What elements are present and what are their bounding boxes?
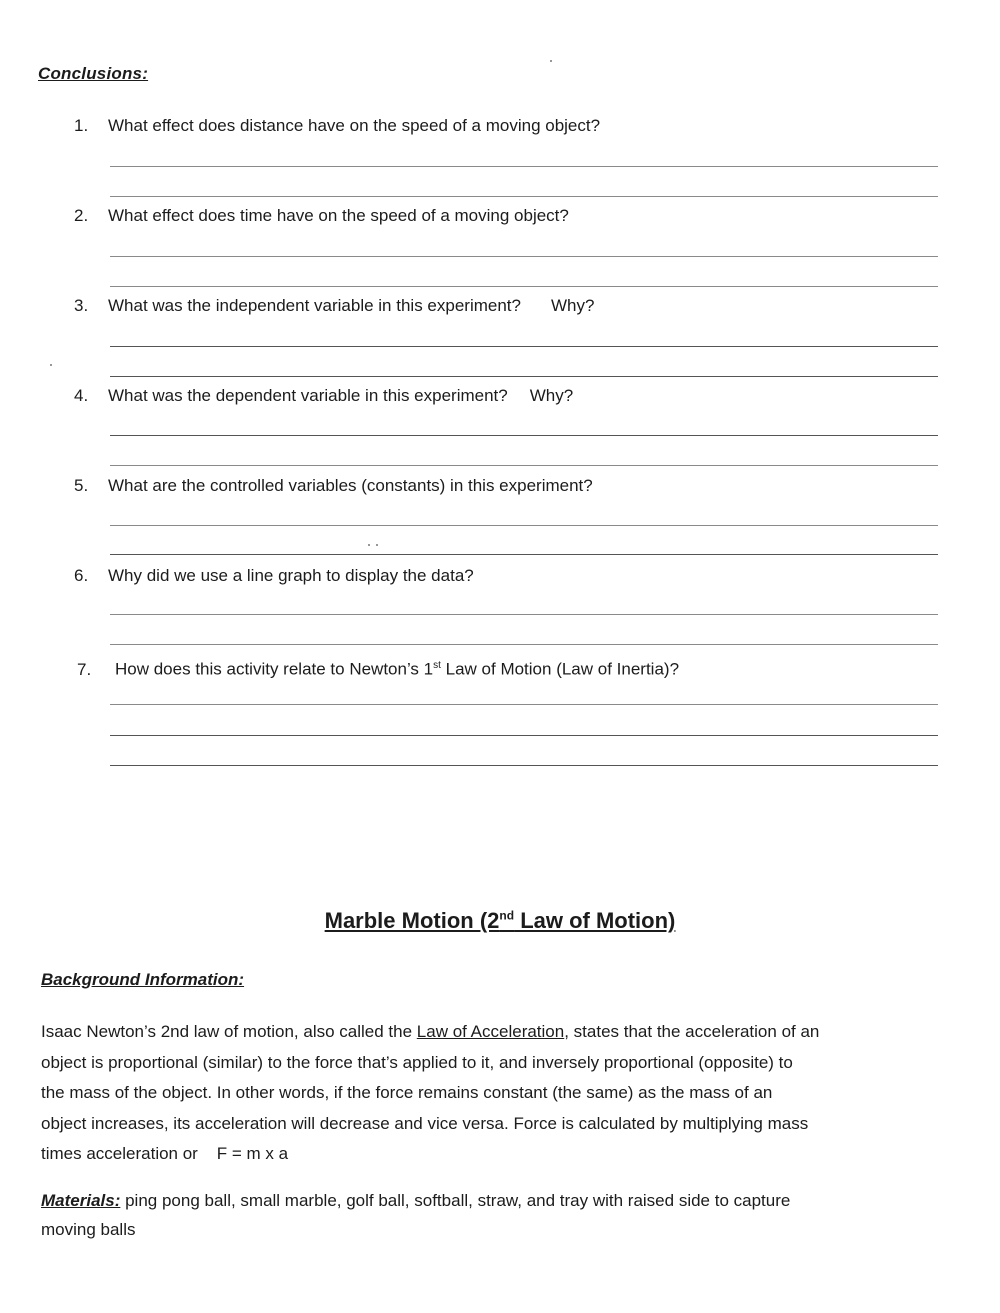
background-text: Isaac Newton’s 2nd law of motion, also called the	[41, 1022, 417, 1041]
question-number: 7.	[77, 659, 92, 679]
question-number: 6.	[74, 566, 89, 585]
question-number: 1.	[74, 116, 89, 135]
answer-line[interactable]	[110, 346, 938, 347]
answer-line[interactable]	[110, 614, 938, 615]
question-2	[74, 206, 954, 226]
question-3	[74, 296, 954, 316]
section-title-text-cont: Law of Motion)	[514, 908, 676, 933]
background-paragraph	[41, 1017, 946, 1170]
background-text: , states that the acceleration of an	[564, 1022, 820, 1041]
answer-line[interactable]	[110, 435, 938, 436]
materials-label: Materials:	[41, 1191, 121, 1210]
background-heading: Background Information:	[41, 970, 245, 989]
question-1	[74, 116, 954, 136]
question-superscript: st	[433, 660, 441, 671]
answer-line[interactable]	[110, 704, 938, 705]
answer-line[interactable]	[110, 735, 938, 736]
question-5	[74, 476, 954, 496]
answer-line[interactable]	[110, 525, 938, 526]
question-text: Why did we use a line graph to display the data?	[108, 566, 474, 585]
question-text: What was the independent variable in this experiment?	[108, 296, 521, 315]
question-text-cont: Law of Motion (Law of Inertia)?	[440, 659, 680, 679]
question-number: 4.	[74, 386, 89, 405]
question-text: What are the controlled variables (constants) in this experiment?	[108, 476, 593, 495]
section-title	[0, 908, 1000, 934]
question-text: How does this activity relate to Newton’s 1	[115, 659, 434, 679]
answer-line[interactable]	[110, 554, 938, 555]
scan-speck	[50, 364, 52, 366]
question-text: What was the dependent variable in this experiment?	[108, 386, 508, 405]
background-text: object is proportional (similar) to the force that’s applied to it, and inversely proportional (opposite) to	[41, 1052, 793, 1072]
answer-line[interactable]	[110, 765, 938, 766]
answer-line[interactable]	[110, 256, 938, 257]
scan-speck	[376, 544, 378, 546]
section-title-superscript: nd	[499, 908, 515, 923]
conclusions-heading: Conclusions:	[38, 64, 149, 83]
question-text: What effect does distance have on the speed of a moving object?	[108, 116, 601, 135]
scan-speck	[550, 60, 552, 62]
scan-speck	[368, 544, 370, 546]
materials-text: moving balls	[41, 1220, 136, 1239]
answer-line[interactable]	[110, 196, 938, 197]
background-text: the mass of the object. In other words, if the force remains constant (the same) as the mass of an	[41, 1083, 773, 1102]
question-why: Why?	[529, 386, 574, 405]
materials-section	[41, 1186, 946, 1244]
question-number: 3.	[74, 296, 89, 315]
question-4	[74, 386, 954, 406]
law-of-acceleration-term: Law of Acceleration	[416, 1022, 565, 1041]
question-7	[77, 656, 957, 680]
question-number: 5.	[74, 476, 89, 495]
question-why: Why?	[550, 296, 595, 315]
answer-line[interactable]	[110, 286, 938, 287]
answer-line[interactable]	[110, 376, 938, 377]
background-text: times acceleration or F = m x a	[41, 1144, 289, 1163]
question-number: 2.	[74, 206, 89, 225]
background-text: object increases, its acceleration will decrease and vice versa. Force is calculated by multiplying mass	[41, 1113, 809, 1133]
question-6	[74, 566, 954, 586]
answer-line[interactable]	[110, 644, 938, 645]
materials-text: ping pong ball, small marble, golf ball, softball, straw, and tray with raised side to capture	[120, 1191, 791, 1210]
question-text: What effect does time have on the speed of a moving object?	[108, 206, 569, 225]
answer-line[interactable]	[110, 465, 938, 466]
section-title-text: Marble Motion (2	[324, 908, 500, 933]
answer-line[interactable]	[110, 166, 938, 167]
